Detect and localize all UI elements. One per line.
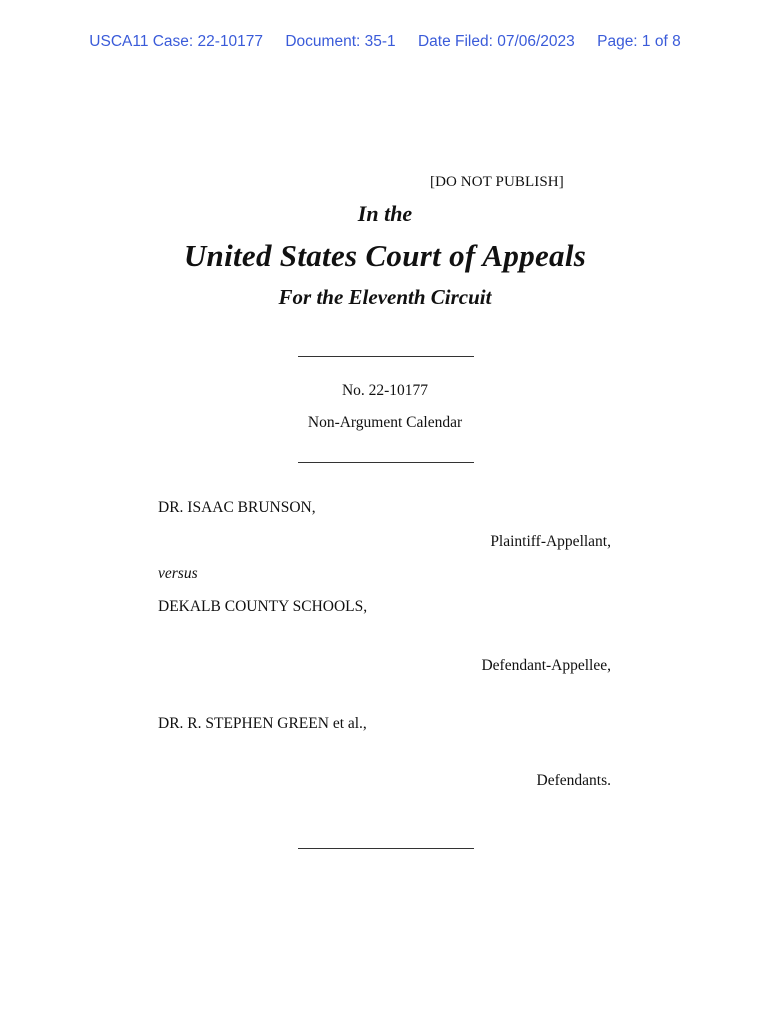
defendant-appellee-name: DEKALB COUNTY SCHOOLS, xyxy=(158,598,368,615)
publish-status: [DO NOT PUBLISH] xyxy=(430,174,564,190)
case-number-stamp: USCA11 Case: 22-10177 xyxy=(89,33,264,50)
calendar-type: Non-Argument Calendar xyxy=(307,414,463,431)
separator-rule-bottom xyxy=(298,848,474,849)
filing-header-stamp xyxy=(0,33,770,51)
separator-rule-top xyxy=(298,356,474,357)
defendant-appellee-role: Defendant-Appellee, xyxy=(481,657,611,674)
separator-rule-middle xyxy=(298,462,474,463)
court-circuit: For the Eleventh Circuit xyxy=(278,285,492,309)
plaintiff-name: DR. ISAAC BRUNSON, xyxy=(158,499,316,516)
docket-number: No. 22-10177 xyxy=(341,382,429,399)
page-count-stamp: Page: 1 of 8 xyxy=(597,33,681,50)
versus-label: versus xyxy=(158,565,198,582)
date-filed-stamp: Date Filed: 07/06/2023 xyxy=(417,33,575,50)
document-number-stamp: Document: 35-1 xyxy=(285,33,396,50)
defendants-role: Defendants. xyxy=(536,772,611,789)
plaintiff-role: Plaintiff-Appellant, xyxy=(490,533,611,550)
court-name: United States Court of Appeals xyxy=(183,238,587,273)
court-prefix: In the xyxy=(357,201,413,226)
defendants-name: DR. R. STEPHEN GREEN et al., xyxy=(158,715,367,732)
